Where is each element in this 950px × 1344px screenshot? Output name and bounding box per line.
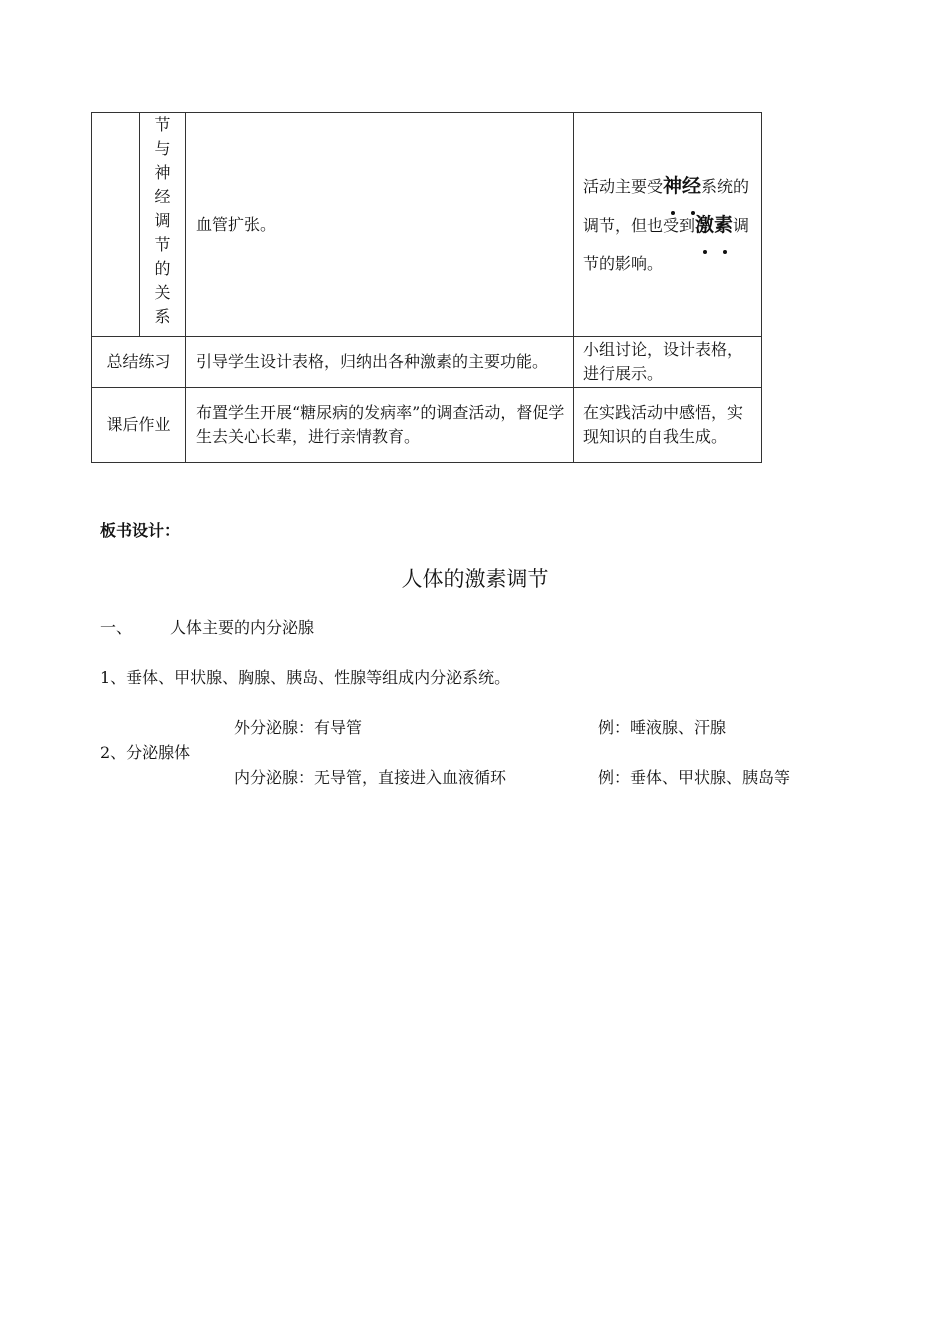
student-cell (574, 388, 762, 463)
vertical-label (140, 113, 186, 337)
exocrine-example: 例：唾液腺、汗腺 (598, 718, 727, 737)
section-number: 一、 (100, 618, 133, 637)
vertical-char: 经 (154, 187, 171, 206)
section-title: 人体主要的内分泌腺 (170, 618, 315, 637)
vertical-char: 与 (154, 139, 171, 158)
content-cell (186, 113, 574, 337)
row-label (92, 337, 186, 388)
endocrine-line: 内分泌腺：无导管，直接进入血液循环 (234, 768, 507, 787)
emphasis-text (695, 206, 733, 244)
content-cell (186, 388, 574, 463)
content-cell (186, 337, 574, 388)
row-label-text: 总结练习 (106, 352, 171, 371)
emphasis-dot (671, 211, 675, 215)
row-label (92, 388, 186, 463)
vertical-char: 的 (154, 259, 171, 278)
vertical-char: 关 (154, 283, 171, 302)
student-text: 小组讨论，设计表格，进行展示。 (583, 340, 744, 383)
student-text: 系统的调节，但也受到 (583, 176, 750, 235)
student-text: 活动主要受 (583, 176, 664, 196)
emphasis-dot (703, 250, 707, 254)
emphasis-word: 神经 (663, 174, 702, 197)
vertical-char: 节 (154, 235, 171, 254)
student-text: 调节的影响。 (583, 215, 750, 273)
vertical-char: 调 (154, 211, 171, 230)
table-row (92, 337, 762, 388)
emphasis-text (663, 167, 701, 205)
row-label-text: 课后作业 (106, 415, 171, 434)
list-item: 1、垂体、甲状腺、胸腺、胰岛、性腺等组成内分泌系统。 (100, 668, 511, 687)
board-heading: 板书设计： (100, 521, 181, 540)
list-item: 2、分泌腺体 (100, 743, 191, 762)
endocrine-example: 例：垂体、甲状腺、胰岛等 (598, 768, 791, 787)
content-text: 引导学生设计表格，归纳出各种激素的主要功能。 (196, 352, 549, 371)
exocrine-line: 外分泌腺：有导管 (234, 718, 363, 737)
table-row (92, 113, 762, 337)
board-title: 人体的激素调节 (401, 567, 549, 591)
content-text: 血管扩张。 (196, 214, 277, 234)
lesson-table (91, 112, 762, 463)
table-row (92, 388, 762, 463)
student-text: 在实践活动中感悟，实现知识的自我生成。 (583, 403, 744, 446)
content-text: 布置学生开展“糖尿病的发病率”的调查活动，督促学生去关心长辈，进行亲情教育。 (196, 403, 565, 446)
vertical-char: 节 (154, 115, 171, 134)
emphasis-word: 激素 (695, 213, 734, 236)
student-cell (574, 113, 762, 337)
emphasis-dot (723, 250, 727, 254)
table-cell-blank (92, 113, 140, 337)
vertical-char: 系 (154, 307, 171, 326)
student-cell (574, 337, 762, 388)
vertical-char: 神 (154, 163, 171, 182)
